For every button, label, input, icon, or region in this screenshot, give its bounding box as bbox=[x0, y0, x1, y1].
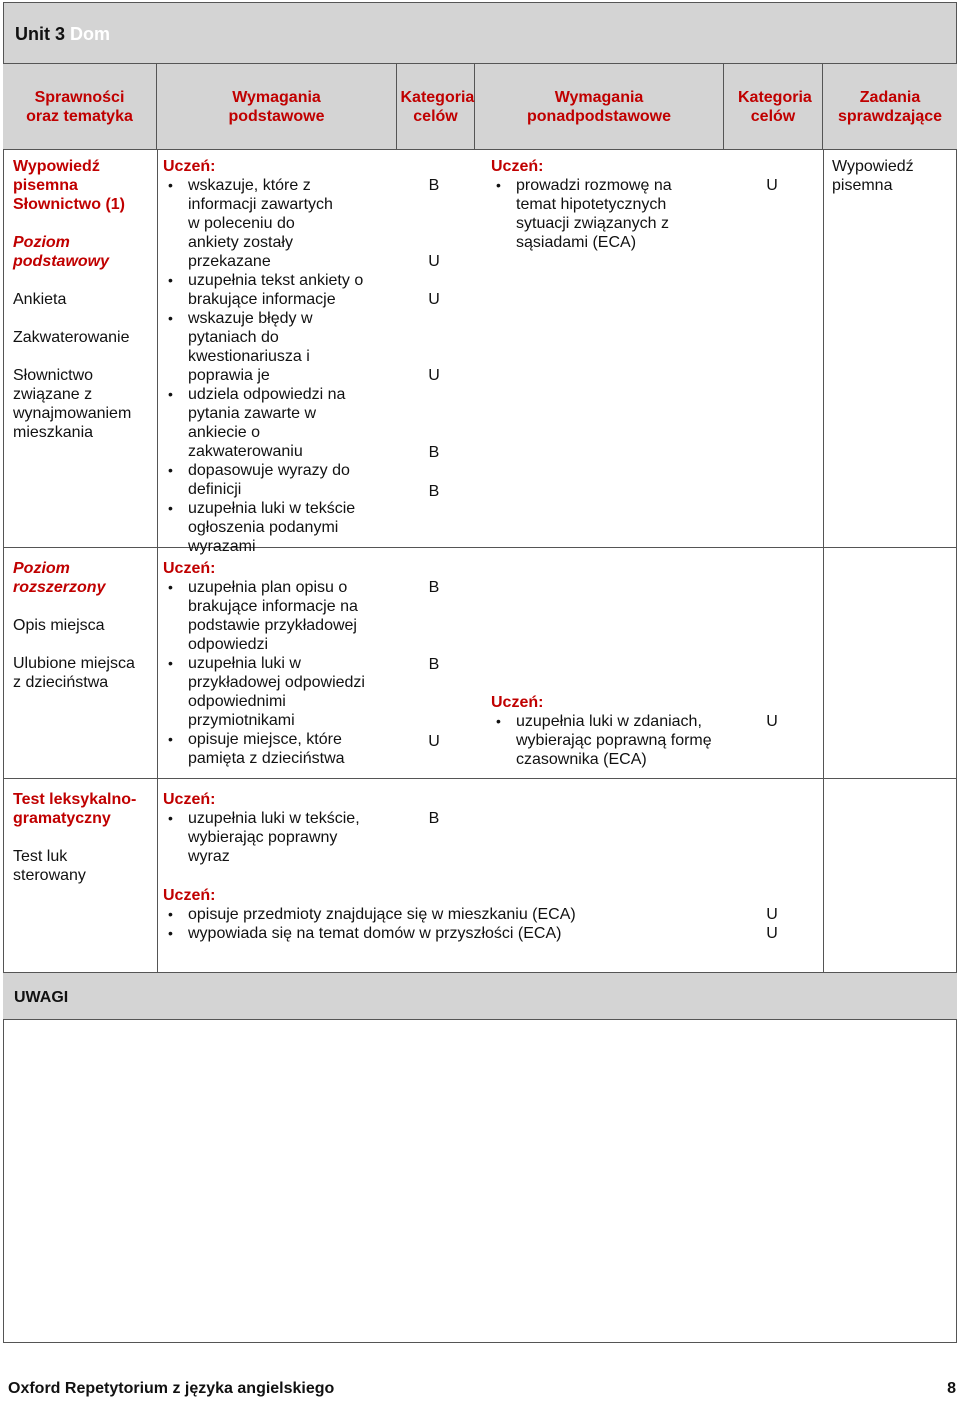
requirement-item: • udziela odpowiedzi na pytania zawarte w ankiecie o zakwaterowaniu bbox=[163, 385, 378, 461]
category-value: B bbox=[428, 483, 440, 500]
col-header-tasks: Zadania sprawdzające bbox=[823, 64, 957, 150]
row1-level: Poziom podstawowy bbox=[13, 234, 110, 270]
requirement-item: • uzupełnia tekst ankiety o brakujące informacje bbox=[163, 271, 378, 309]
category-value: U bbox=[428, 733, 440, 750]
row1-task: Wypowiedź pisemna bbox=[832, 158, 914, 194]
requirement-item: • uzupełnia luki w tekście ogłoszenia podanymi wyrazami bbox=[163, 499, 378, 556]
col-header-skills: Sprawności oraz tematyka bbox=[3, 64, 157, 150]
col-header-basic: Wymagania podstawowe bbox=[157, 64, 397, 150]
row2-item: Opis miejsca bbox=[13, 617, 105, 634]
unit-title: Unit 3 Dom bbox=[15, 24, 111, 44]
requirement-item: • uzupełnia luki w przykładowej odpowiedzi odpowiednimi przymiotnikami bbox=[163, 654, 378, 730]
pupil-intro: Uczeń: bbox=[163, 560, 216, 577]
requirement-item: • opisuje miejsce, które pamięta z dzieciństwa bbox=[163, 730, 378, 768]
requirement-item: • prowadzi rozmowę na temat hipotetycznych sytuacji związanych z sąsiadami (ECA) bbox=[491, 176, 706, 252]
requirement-item: • wypowiada się na temat domów w przyszłości (ECA) bbox=[163, 924, 723, 943]
row1-basic-requirements bbox=[163, 157, 378, 556]
row3-basic-requirements bbox=[163, 790, 378, 866]
category-value: U bbox=[766, 906, 778, 923]
notes-header bbox=[3, 972, 957, 1020]
page-number: 8 bbox=[947, 1380, 956, 1397]
row1-topic-title: Wypowiedź pisemna Słownictwo (1) bbox=[13, 158, 125, 213]
row2-item: Ulubione miejsca z dzieciństwa bbox=[13, 655, 135, 691]
row3-topic bbox=[13, 790, 153, 885]
requirement-item: • uzupełnia luki w zdaniach, wybierając poprawną formę czasownika (ECA) bbox=[491, 712, 716, 769]
row1-topic bbox=[13, 157, 153, 442]
row1-item: Słownictwo związane z wynajmowaniem mieszkania bbox=[13, 367, 132, 441]
divider bbox=[823, 150, 824, 972]
requirement-item: • uzupełnia plan opisu o brakujące informacje na podstawie przykładowej odpowiedzi bbox=[163, 578, 378, 654]
row-divider bbox=[3, 778, 957, 779]
category-value: U bbox=[766, 925, 778, 942]
category-value: B bbox=[428, 444, 440, 461]
category-value: B bbox=[428, 177, 440, 194]
col-header-category-2: Kategoria celów bbox=[724, 64, 823, 150]
row2-basic-requirements bbox=[163, 559, 378, 768]
notes-label: UWAGI bbox=[14, 989, 69, 1006]
pupil-intro: Uczeń: bbox=[491, 158, 544, 175]
category-value: U bbox=[428, 291, 440, 308]
divider bbox=[157, 150, 158, 972]
category-value: U bbox=[766, 713, 778, 730]
row3-advanced-requirements bbox=[163, 886, 723, 943]
requirement-item: • wskazuje, które z informacji zawartych w poleceniu do ankiety zostały przekazane bbox=[163, 176, 378, 271]
category-value: B bbox=[428, 656, 440, 673]
unit-header bbox=[3, 2, 957, 64]
requirement-item: • wskazuje błędy w pytaniach do kwestionariusza i poprawia je bbox=[163, 309, 378, 385]
requirement-item: • opisuje przedmioty znajdujące się w mieszkaniu (ECA) bbox=[163, 905, 723, 924]
row2-level: Poziom rozszerzony bbox=[13, 560, 106, 596]
row1-item: Zakwaterowanie bbox=[13, 329, 130, 346]
pupil-intro: Uczeń: bbox=[491, 694, 544, 711]
pupil-intro: Uczeń: bbox=[163, 887, 216, 904]
category-value: U bbox=[766, 177, 778, 194]
row-divider bbox=[3, 547, 957, 548]
col-header-category-1: Kategoria celów bbox=[397, 64, 475, 150]
row1-advanced-requirements bbox=[491, 157, 706, 252]
row3-title: Test leksykalno-gramatyczny bbox=[13, 791, 137, 827]
category-value: U bbox=[428, 253, 440, 270]
category-value: B bbox=[428, 579, 440, 596]
row2-topic bbox=[13, 559, 153, 692]
pupil-intro: Uczeń: bbox=[163, 158, 216, 175]
requirement-item: • uzupełnia luki w tekście, wybierając poprawny wyraz bbox=[163, 809, 378, 866]
requirement-item: • dopasowuje wyrazy do definicji bbox=[163, 461, 378, 499]
row1-item: Ankieta bbox=[13, 291, 67, 308]
category-value: U bbox=[428, 367, 440, 384]
footer-title: Oxford Repetytorium z języka angielskiego bbox=[8, 1380, 335, 1397]
row2-advanced-requirements bbox=[491, 693, 716, 769]
col-header-advanced: Wymagania ponadpodstawowe bbox=[475, 64, 724, 150]
pupil-intro: Uczeń: bbox=[163, 791, 216, 808]
category-value: B bbox=[428, 810, 440, 827]
row3-item: Test luk sterowany bbox=[13, 848, 86, 884]
